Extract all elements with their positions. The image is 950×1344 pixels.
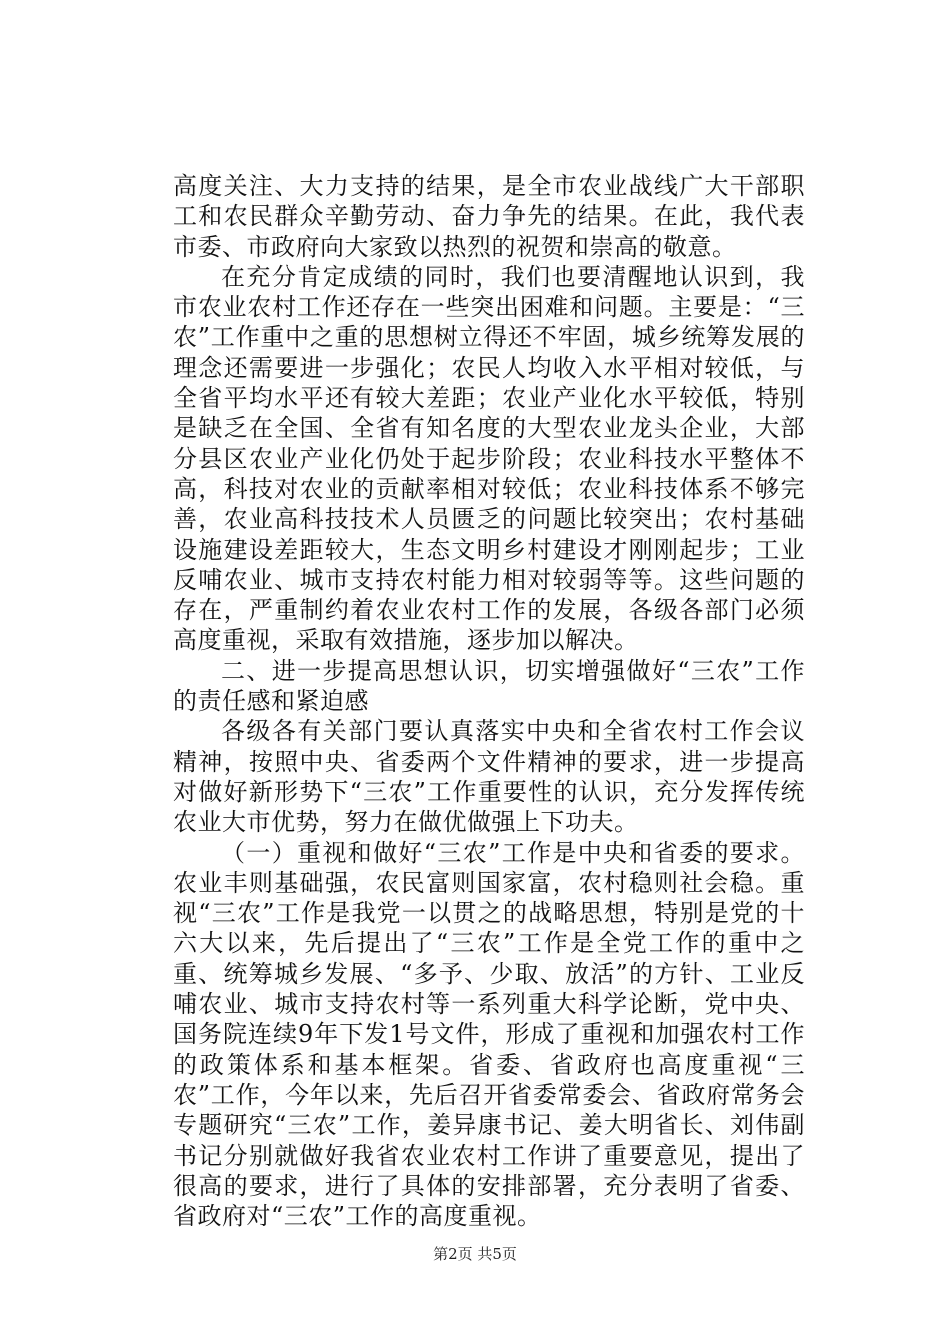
paragraph-subsection-one: （一）重视和做好“三农”工作是中央和省委的要求。农业丰则基础强，农民富则国家富，农村稳则社会稳。重视“三农”工作是我党一以贯之的战略思想，特别是党的十六大以来，先后提出了“三农”工作是全党工作的重中之重、统筹城乡发展、“多予、少取、放活”的方针、工业反哺农业、城市支持农村等一系列重大科学论断，党中央、国务院连续9年下发1号文件，形成了重视和加强农村工作的政策体系和基本框架。省委、省政府也高度重视“三农”工作，今年以来，先后召开省委常委会、省政府常务会专题研究“三农”工作，姜异康书记、姜大明省长、刘伟副书记分别就做好我省农业农村工作讲了重要意见，提出了很高的要求，进行了具体的安排部署，充分表明了省委、省政府对“三农”工作的高度重视。 — [173, 838, 805, 1231]
paragraph-continuation: 高度关注、大力支持的结果，是全市农业战线广大干部职工和农民群众辛勤劳动、奋力争先的结果。在此，我代表市委、市政府向大家致以热烈的祝贺和崇高的敬意。 — [173, 172, 805, 261]
section-heading-two: 二、进一步提高思想认识，切实增强做好“三农”工作的责任感和紧迫感 — [173, 656, 805, 716]
paragraph-requirements: 各级各有关部门要认真落实中央和全省农村工作会议精神，按照中央、省委两个文件精神的要求，进一步提高对做好新形势下“三农”工作重要性的认识，充分发挥传统农业大市优势，努力在做优做强上下功夫。 — [173, 717, 805, 837]
document-body — [173, 171, 805, 1231]
page-number-footer: 第2页 共5页 — [433, 1245, 517, 1263]
paragraph-problems: 在充分肯定成绩的同时，我们也要清醒地认识到，我市农业农村工作还存在一些突出困难和问题。主要是：“三农”工作重中之重的思想树立得还不牢固，城乡统筹发展的理念还需要进一步强化；农民人均收入水平相对较低，与全省平均水平还有较大差距；农业产业化水平较低，特别是缺乏在全国、全省有知名度的大型农业龙头企业，大部分县区农业产业化仍处于起步阶段；农业科技水平整体不高，科技对农业的贡献率相对较低；农业科技体系不够完善，农业高科技技术人员匮乏的问题比较突出；农村基础设施建设差距较大，生态文明乡村建设才刚刚起步；工业反哺农业、城市支持农村能力相对较弱等等。这些问题的存在，严重制约着农业农村工作的发展，各级各部门必须高度重视，采取有效措施，逐步加以解决。 — [173, 262, 805, 655]
